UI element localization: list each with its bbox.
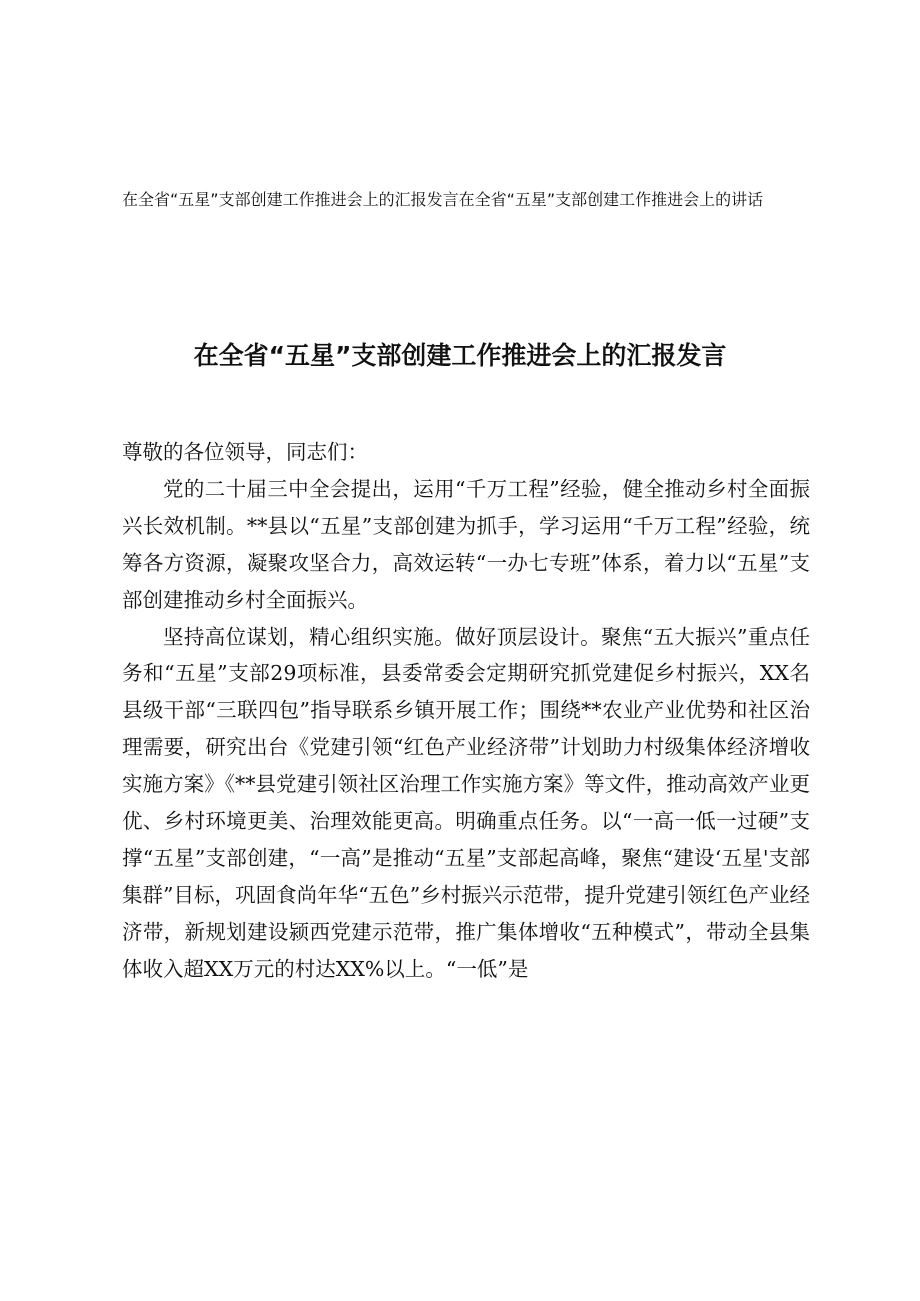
document-header: 在全省“五星”支部创建工作推进会上的汇报发言在全省“五星”支部创建工作推进会上的讲话: [122, 190, 764, 209]
salutation: 尊敬的各位领导，同志们：: [122, 440, 368, 464]
paragraph: 党的二十届三中全会提出，运用“千万工程”经验，健全推动乡村全面振兴长效机制。**县以“五星”支部创建为抓手，学习运用“千万工程”经验，统筹各方资源，凝聚攻坚合力，高效运转“一办七专班”体系，着力以“五星”支部创建推动乡村全面振兴。: [122, 476, 810, 612]
document-body: [122, 434, 810, 988]
page-title: 在全省“五星”支部创建工作推进会上的汇报发言: [193, 341, 727, 370]
paragraph: 坚持高位谋划，精心组织实施。做好顶层设计。聚焦“五大振兴”重点任务和“五星”支部29项标准，县委常委会定期研究抓党建促乡村振兴，XX名县级干部“三联四包”指导联系乡镇开展工作；围绕**农业产业优势和社区治理需要，研究出台《党建引领“红色产业经济带”计划助力村级集体经济增收实施方案》《**县党建引领社区治理工作实施方案》等文件，推动高效产业更优、乡村环境更美、治理效能更高。明确重点任务。以“一高一低一过硬”支撑“五星”支部创建，“一高”是推动“五星”支部起高峰，聚焦“建设‘五星'支部集群”目标，巩固食尚年华“五色”乡村振兴示范带，提升党建引领红色产业经济带，新规划建设颍西党建示范带，推广集体增收“五种模式”，带动全县集体收入超XX万元的村达XX%以上。“一低”是: [122, 624, 810, 981]
